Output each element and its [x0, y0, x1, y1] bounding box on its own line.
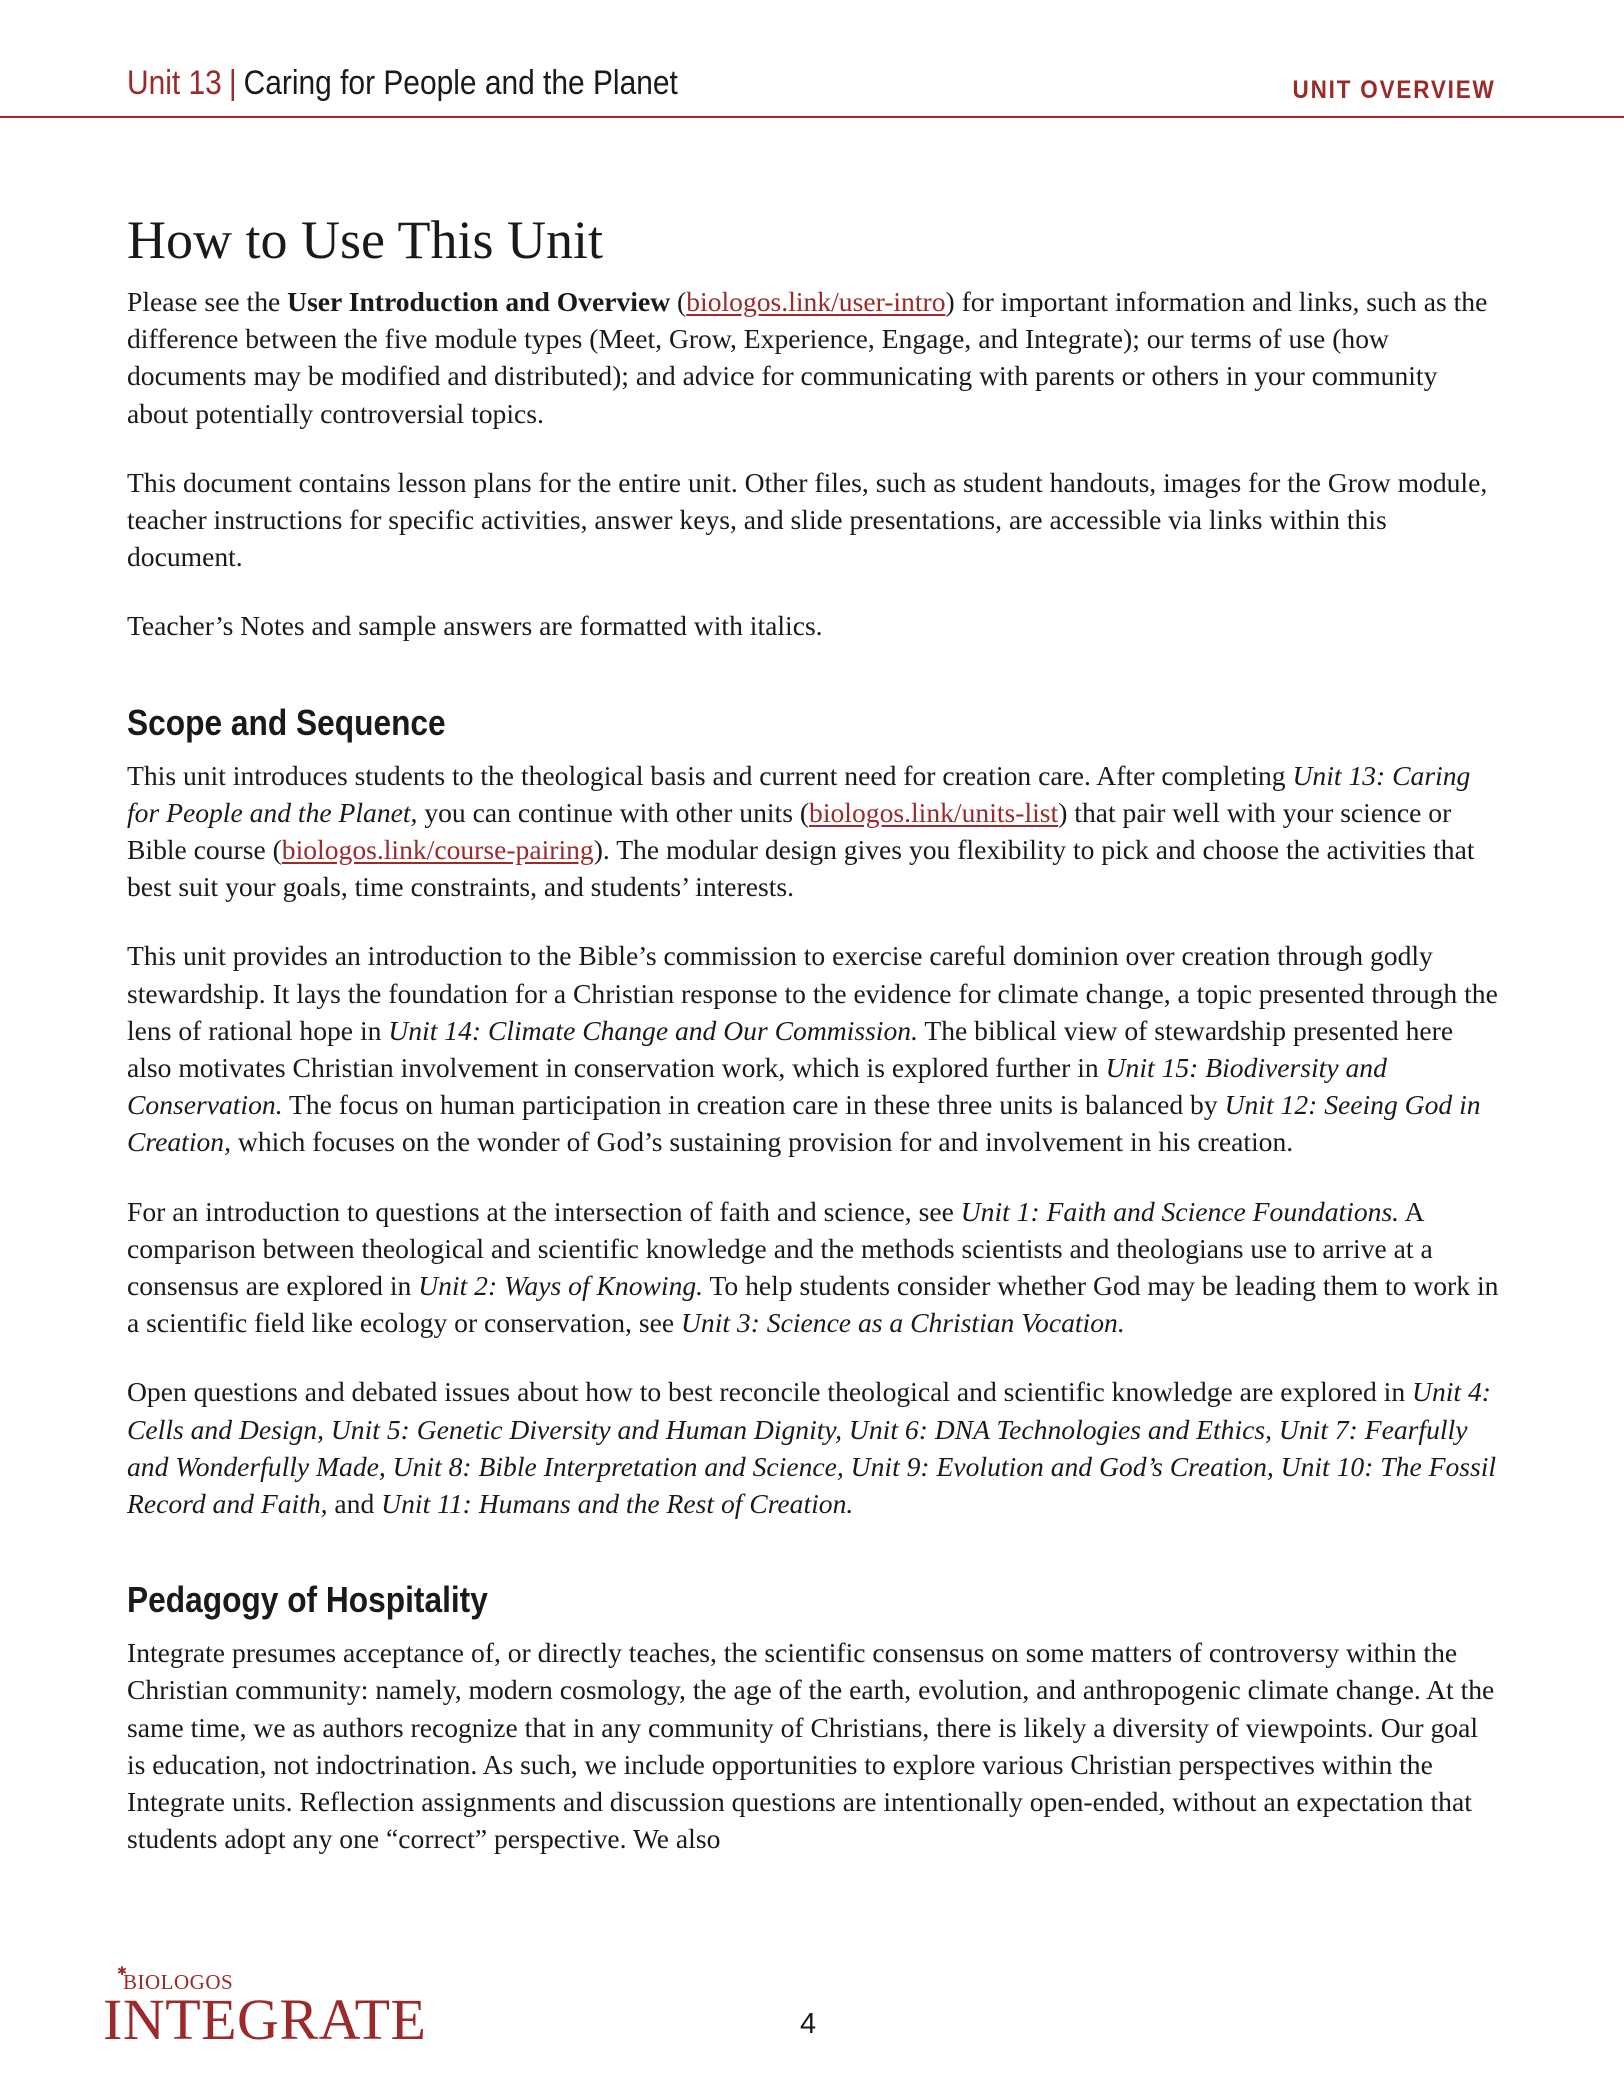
scope-paragraph-4	[127, 1373, 1499, 1522]
text-run: The biblical view of stewardship presented here also motivates Christian involvement in conservation work, which is explored further in	[127, 1014, 1454, 1084]
text-run: ). The modular design gives you flexibility to pick and choose the activities that best suit your goals, time constraints, and students’ interests.	[127, 834, 1475, 903]
scope-paragraph-1	[127, 757, 1499, 906]
text-run: The focus on human participation in creation care in these three units is balanced by	[282, 1089, 1225, 1121]
pedagogy-paragraph-1: Integrate presumes acceptance of, or directly teaches, the scientific consensus on some matters of controversy within the Christian community: namely, modern cosmology, the age of the earth, evolution, and anthropogenic climate change. At the same time, we as authors recognize that in any community of Christians, there is likely a diversity of viewpoints. Our goal is education, not indoctrination. As such, we include opportunities to explore various Christian perspectives within the Integrate units. Reflection assignments and discussion questions are intentionally open-ended, without an expectation that students adopt any one “correct” perspective. We also	[127, 1637, 1495, 1855]
unit-reference: Unit 15: Biodiversity and Conservation.	[127, 1052, 1387, 1121]
scope-heading: Scope and Sequence	[127, 701, 446, 743]
document-body	[127, 205, 1499, 1890]
pedagogy-heading: Pedagogy of Hospitality	[127, 1579, 488, 1621]
unit-reference: Unit 2: Ways of Knowing.	[418, 1270, 704, 1302]
text-run: and	[327, 1488, 382, 1520]
how-to-use-paragraph-3: Teacher’s Notes and sample answers are formatted with italics.	[127, 610, 823, 642]
section-label: UNIT OVERVIEW	[1292, 76, 1496, 104]
unit-number: Unit 13	[127, 64, 222, 102]
unit-reference: Unit 4: Cells and Design, Unit 5: Genetic Diversity and Human Dignity, Unit 6: DNA Technologies and Ethics, Unit 7: Fearfully and Wonderfully Made, Unit 8: Bible Interpretation and Science, Unit 9: Evolution and God’s Creation, Unit 10: The Fossil Record and Faith,	[127, 1376, 1497, 1520]
text-run: For an introduction to questions at the intersection of faith and science, see	[127, 1195, 961, 1227]
text-run: A comparison between theological and scientific knowledge and the methods scientists and theologians use to arrive at a consensus are explored in	[127, 1195, 1433, 1302]
text-run: Open questions and debated issues about how to best reconcile theological and scientific knowledge are explored in	[127, 1376, 1413, 1408]
text-run: To help students consider whether God may be leading them to work in a scientific field like ecology or conservation, see	[127, 1270, 1499, 1339]
unit-reference: Unit 3: Science as a Christian Vocation.	[680, 1307, 1125, 1339]
page-number: 4	[800, 2008, 817, 2040]
text-run: Please see the	[127, 286, 288, 317]
unit-reference: Unit 14: Climate Change and Our Commission.	[388, 1014, 918, 1046]
units-list-link[interactable]: biologos.link/units-list	[809, 796, 1059, 828]
how-to-use-paragraph-1	[127, 283, 1499, 432]
user-intro-link[interactable]: biologos.link/user-intro	[686, 286, 946, 317]
logo-integrate: INTEGRATE	[103, 1987, 427, 2052]
unit-title	[127, 64, 678, 103]
text-run: ) that pair well with your science or Bible course (	[127, 796, 1452, 866]
text-run: (	[670, 286, 687, 317]
page-header	[0, 0, 1624, 118]
unit-reference: Unit 11: Humans and the Rest of Creation.	[381, 1488, 854, 1520]
scope-paragraph-2	[127, 937, 1499, 1160]
user-intro-title: User Introduction and Overview	[287, 286, 671, 317]
text-run: ) for important information and links, such as the difference between the five module types (Meet, Grow, Experience, Engage, and Integrate); our terms of use (how documents may be modified and distributed); and advice for communicating with parents or others in your community about potentially controversial topics.	[127, 286, 1488, 429]
unit-name: Caring for People and the Planet	[243, 64, 678, 102]
unit-reference: Unit 1: Faith and Science Foundations.	[960, 1195, 1400, 1227]
text-run: you can continue with other units (	[417, 796, 810, 828]
how-to-use-heading: How to Use This Unit	[127, 210, 604, 270]
text-run: This unit provides an introduction to the Bible’s commission to exercise careful dominion over creation through godly stewardship. It lays the foundation for a Christian response to the evidence for climate change, a topic presented through the lens of rational hope in	[127, 940, 1498, 1046]
header-separator: |	[228, 64, 237, 102]
text-run: which focuses on the wonder of God’s sustaining provision for and involvement in his creation.	[231, 1126, 1294, 1158]
unit-reference: Unit 12: Seeing God in Creation,	[127, 1089, 1481, 1158]
scope-paragraph-3	[127, 1193, 1499, 1342]
course-pairing-link[interactable]: biologos.link/course-pairing	[281, 834, 594, 866]
logo-star-icon: ✱	[117, 1964, 128, 1978]
unit-reference: Unit 13: Caring for People and the Planet,	[127, 759, 1471, 828]
how-to-use-paragraph-2: This document contains lesson plans for the entire unit. Other files, such as student handouts, images for the Grow module, teacher instructions for specific activities, answer keys, and slide presentations, are accessible via links within this document.	[127, 466, 1488, 573]
text-run: This unit introduces students to the theological basis and current need for creation care. After completing	[127, 759, 1293, 791]
logo-biologos: BIOLOGOS	[123, 1970, 234, 1994]
